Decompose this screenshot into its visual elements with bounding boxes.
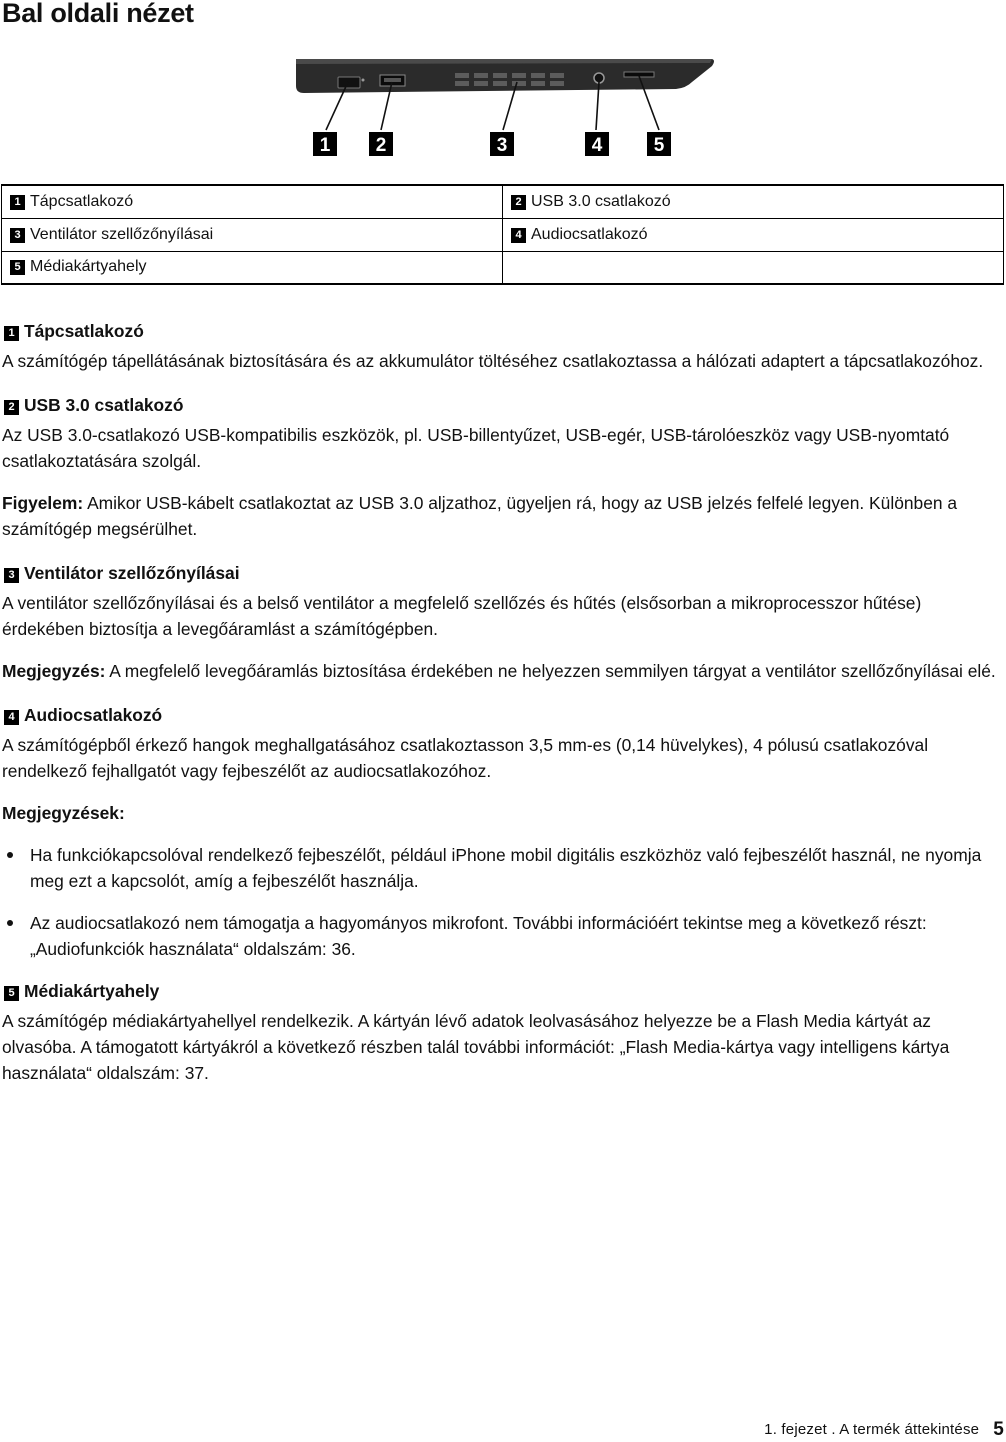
notes-list: [2, 842, 1004, 962]
legend-row: [2, 185, 1004, 218]
page-title: Bal oldali nézet: [2, 0, 194, 28]
callout-3: [490, 132, 514, 156]
callout-5: [647, 132, 671, 156]
section-media-card-slot: [2, 978, 1004, 1086]
number-badge: 4: [4, 710, 19, 725]
page-number: 5: [993, 1419, 1004, 1440]
section-heading: [2, 702, 1004, 728]
section-body: A ventilátor szellőzőnyílásai és a belső ventilátor a megfelelő szellőzés és hűtés (elsősorban a mikroprocesszor hűtése) érdekében biztosítja a levegőáramlást a számítógépben.: [2, 593, 922, 639]
callout-4-label: 4: [591, 135, 603, 156]
legend-cell: [2, 218, 503, 251]
section-heading-text: Audiocsatlakozó: [24, 705, 163, 725]
section-usb-connector: [2, 392, 1004, 542]
section-heading-text: Médiakártyahely: [24, 981, 160, 1001]
laptop-left-side-figure: [0, 52, 1006, 162]
note-label: Megjegyzés:: [2, 661, 106, 681]
notes-label: Megjegyzések:: [2, 803, 125, 823]
section-body: A számítógép médiakártyahellyel rendelkezik. A kártyán lévő adatok leolvasásához helyezze be a Flash Media kártyát az olvasóba. A támogatott kártyákról a következő részben talál további információt: „Flash Media-kártya vagy intelligens kártya használata“ oldalszám: 37.: [2, 1011, 950, 1083]
notes-heading: [2, 800, 1004, 826]
callout-1: [313, 132, 337, 156]
section-power-connector: [2, 318, 1004, 374]
section-body: A számítógép tápellátásának biztosítására és az akkumulátor töltéséhez csatlakoztassa a hálózati adaptert a tápcsatlakozóhoz.: [2, 351, 984, 371]
callout-1-label: 1: [319, 135, 331, 156]
list-item: Az audiocsatlakozó nem támogatja a hagyományos mikrofont. További információért tekintse meg a következő részt: „Audiofunkciók használata“ oldalszám: 36.: [2, 910, 1004, 962]
legend-table: [1, 184, 1004, 285]
legend-cell-empty: [503, 251, 1004, 284]
attention-note: [2, 490, 1004, 542]
section-body: A számítógépből érkező hangok meghallgatásához csatlakoztasson 3,5 mm-es (0,14 hüvelykes), 4 pólusú csatlakozóval rendelkező fejhallgatót vagy fejbeszélőt az audiocsatlakozóhoz.: [2, 735, 929, 781]
section-heading-text: USB 3.0 csatlakozó: [24, 395, 184, 415]
chapter-title: 1. fejezet . A termék áttekintése: [764, 1421, 980, 1438]
legend-label: USB 3.0 csatlakozó: [531, 192, 671, 210]
section-body: Az USB 3.0-csatlakozó USB-kompatibilis eszközök, pl. USB-billentyűzet, USB-egér, USB-tárolóeszköz vagy USB-nyomtató csatlakoztatására szolgál.: [2, 425, 950, 471]
callout-2-label: 2: [375, 135, 387, 156]
legend-cell: [503, 185, 1004, 218]
number-badge: 2: [511, 195, 526, 210]
power-port-shape: [338, 77, 360, 88]
section-heading: [2, 318, 1004, 344]
section-fan-vents: [2, 560, 1004, 684]
number-badge: 3: [4, 568, 19, 583]
power-port-led: [362, 79, 365, 82]
number-badge: 5: [10, 260, 25, 275]
section-audio-connector: [2, 702, 1004, 962]
list-item: Ha funkciókapcsolóval rendelkező fejbeszélőt, például iPhone mobil digitális eszközhöz való fejbeszélőt használ, ne nyomja meg ezt a kapcsolót, amíg a fejbeszélőt használja.: [2, 842, 1004, 894]
section-heading-text: Tápcsatlakozó: [24, 321, 144, 341]
legend-cell: [2, 251, 503, 284]
section-heading: [2, 560, 1004, 586]
legend-label: Médiakártyahely: [30, 258, 147, 276]
content: [2, 318, 1004, 1104]
legend-row: [2, 251, 1004, 284]
number-badge: 2: [4, 400, 19, 415]
section-heading: [2, 392, 1004, 418]
note-label: Figyelem:: [2, 493, 84, 513]
audio-port-shape: [594, 73, 604, 83]
note: [2, 658, 1004, 684]
legend-label: Audiocsatlakozó: [531, 225, 648, 243]
legend-row: [2, 218, 1004, 251]
callout-2: [369, 132, 393, 156]
number-badge: 1: [4, 326, 19, 341]
legend-label: Ventilátor szellőzőnyílásai: [30, 225, 214, 243]
legend-cell: [503, 218, 1004, 251]
section-heading: [2, 978, 1004, 1004]
note-text: A megfelelő levegőáramlás biztosítása érdekében ne helyezzen semmilyen tárgyat a ventilátor szellőzőnyílásai elé.: [109, 661, 996, 681]
legend-label: Tápcsatlakozó: [30, 192, 134, 210]
callout-5-label: 5: [653, 135, 665, 156]
note-text: Amikor USB-kábelt csatlakoztat az USB 3.0 aljzathoz, ügyeljen rá, hogy az USB jelzés felfelé legyen. Különben a számítógép megsérülhet.: [2, 493, 958, 539]
callout-3-label: 3: [496, 135, 508, 156]
number-badge: 3: [10, 228, 25, 243]
number-badge: 5: [4, 986, 19, 1001]
section-heading-text: Ventilátor szellőzőnyílásai: [24, 563, 240, 583]
page-footer: [764, 1419, 1004, 1441]
number-badge: 1: [10, 195, 25, 210]
legend-cell: [2, 185, 503, 218]
callout-4: [585, 132, 609, 156]
number-badge: 4: [511, 228, 526, 243]
